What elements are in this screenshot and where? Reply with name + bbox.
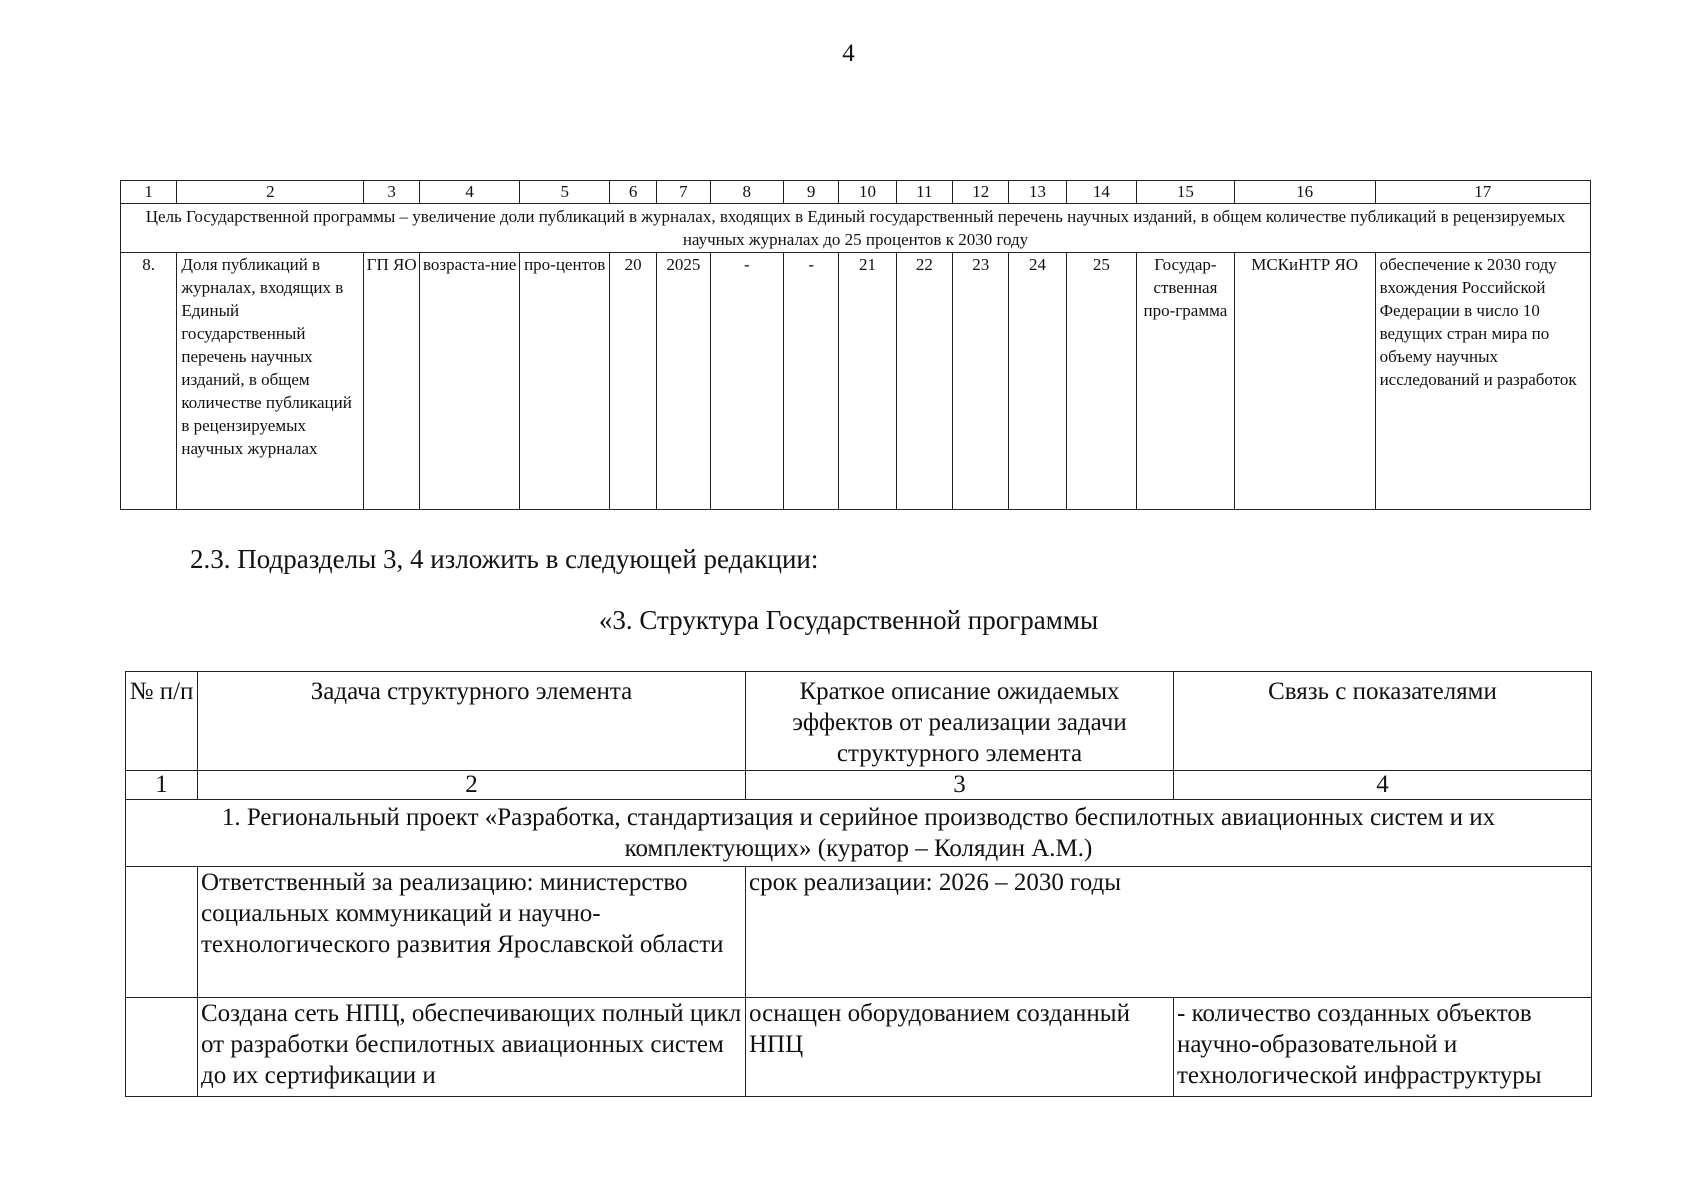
col-num-2: 2 xyxy=(177,181,364,204)
responsible-text: Ответственный за реализацию: министерство социальных коммуникаций и научно-технологического развития Ярославской области xyxy=(198,867,746,998)
col-num-15: 15 xyxy=(1137,181,1235,204)
col-num-14: 14 xyxy=(1066,181,1136,204)
amendment-paragraph: 2.3. Подразделы 3, 4 изложить в следующей редакции: xyxy=(190,544,819,574)
indicator-unit: про-центов xyxy=(520,253,610,510)
section-title: «3. Структура Государственной программы xyxy=(598,605,1099,635)
indicator-header-row xyxy=(121,181,1591,204)
indicator-value-c11: 22 xyxy=(896,253,952,510)
task-text: Создана сеть НПЦ, обеспечивающих полный цикл от разработки беспилотных авиационных систем до их сертификации и xyxy=(198,998,746,1097)
col-num-3: 3 xyxy=(364,181,419,204)
indicator-base-year: 2025 xyxy=(657,253,710,510)
header-indicators: Связь с показателями xyxy=(1174,672,1592,771)
col-num-7: 7 xyxy=(657,181,710,204)
col-num-9: 9 xyxy=(784,181,839,204)
indicator-document: Государ-ственная про-грамма xyxy=(1137,253,1235,510)
structure-number-row xyxy=(126,771,1592,800)
indicator-value-c8: - xyxy=(710,253,783,510)
indicator-number: 8. xyxy=(121,253,177,510)
indicator-value-c9: - xyxy=(784,253,839,510)
column-number-2: 2 xyxy=(198,771,746,800)
col-num-12: 12 xyxy=(953,181,1009,204)
col-num-11: 11 xyxy=(896,181,952,204)
header-number: № п/п xyxy=(126,672,198,771)
indicator-value-c13: 24 xyxy=(1009,253,1066,510)
col-num-1: 1 xyxy=(121,181,177,204)
col-num-5: 5 xyxy=(520,181,610,204)
header-effects: Краткое описание ожидаемых эффектов от реализации задачи структурного элемента xyxy=(746,672,1174,771)
indicator-row xyxy=(121,253,1591,510)
col-num-4: 4 xyxy=(419,181,520,204)
goal-row xyxy=(121,204,1591,253)
column-number-3: 3 xyxy=(746,771,1174,800)
program-goal: Цель Государственной программы – увеличение доли публикаций в журналах, входящих в Единый государственный перечень научных изданий, в общем количестве публикаций в рецензируемых научных журналах до 25 процентов к 2030 году xyxy=(121,204,1591,253)
col-num-8: 8 xyxy=(710,181,783,204)
column-number-1: 1 xyxy=(126,771,198,800)
structure-header-row xyxy=(126,672,1592,771)
col-num-10: 10 xyxy=(839,181,896,204)
indicator-table xyxy=(120,180,1591,510)
structure-table xyxy=(125,671,1592,1097)
indicator-value-c14: 25 xyxy=(1066,253,1136,510)
indicator-responsible: МСКиНТР ЯО xyxy=(1234,253,1375,510)
indicator-base-value: 20 xyxy=(609,253,656,510)
effect-text: оснащен оборудованием созданный НПЦ xyxy=(746,998,1174,1097)
indicator-link-text: - количество созданных объектов научно-образовательной и технологической инфраструктуры xyxy=(1174,998,1592,1097)
indicator-value-c10: 21 xyxy=(839,253,896,510)
indicator-level: ГП ЯО xyxy=(364,253,419,510)
empty-cell xyxy=(126,998,198,1097)
term-text: срок реализации: 2026 – 2030 годы xyxy=(746,867,1592,998)
column-number-4: 4 xyxy=(1174,771,1592,800)
responsible-row xyxy=(126,867,1592,998)
task-row xyxy=(126,998,1592,1097)
indicator-trend: возраста-ние xyxy=(419,253,520,510)
indicator-value-c12: 23 xyxy=(953,253,1009,510)
col-num-17: 17 xyxy=(1375,181,1590,204)
col-num-13: 13 xyxy=(1009,181,1066,204)
indicator-name: Доля публикаций в журналах, входящих в Единый государственный перечень научных изданий, в общем количестве публикаций в рецензируемых научных журналах xyxy=(177,253,364,510)
header-task: Задача структурного элемента xyxy=(198,672,746,771)
project-row xyxy=(126,800,1592,867)
project-title: 1. Региональный проект «Разработка, стандартизация и серийное производство беспилотных авиационных систем и их комплектующих» (куратор – Колядин А.М.) xyxy=(126,800,1592,867)
col-num-6: 6 xyxy=(609,181,656,204)
indicator-link: обеспечение к 2030 году вхождения Российской Федерации в число 10 ведущих стран мира по объему научных исследований и разработок xyxy=(1375,253,1590,510)
col-num-16: 16 xyxy=(1234,181,1375,204)
page-number: 4 xyxy=(842,40,855,67)
empty-cell xyxy=(126,867,198,998)
